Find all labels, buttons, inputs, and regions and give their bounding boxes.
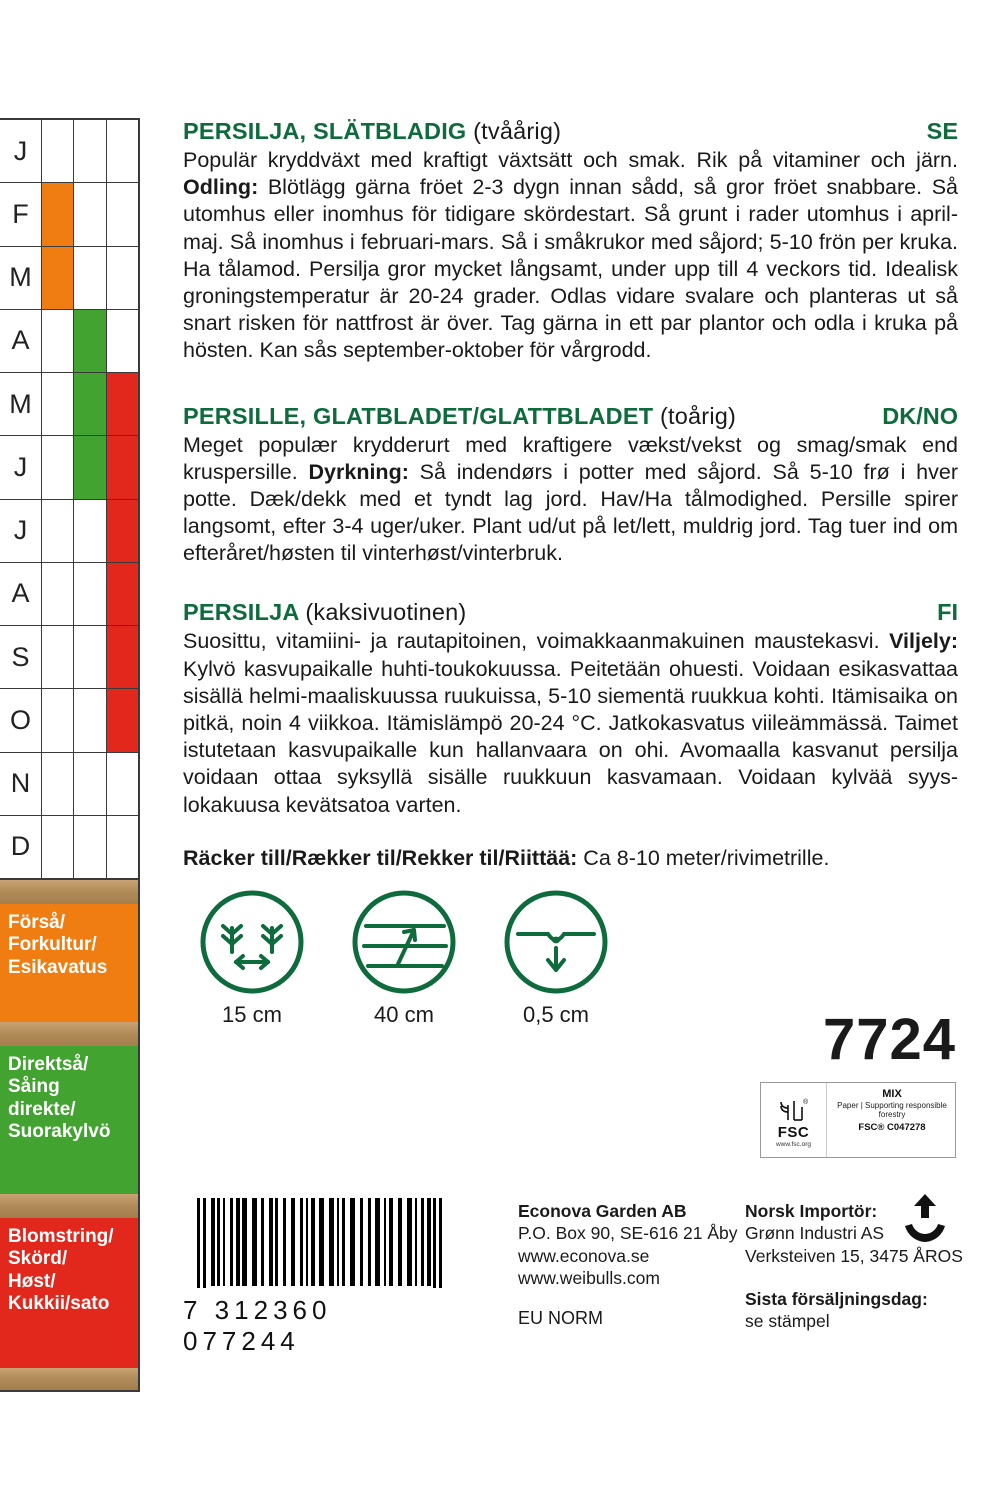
- calendar-cell: [42, 310, 74, 372]
- calendar-cell: [42, 689, 74, 751]
- calendar-month-label: J: [0, 120, 42, 182]
- legend-soil-band: [0, 1368, 140, 1392]
- calendar-row: [0, 183, 138, 246]
- legend-label-line: Suorakylvö: [8, 1121, 111, 1143]
- calendar-cell: [74, 247, 106, 309]
- calendar-legend: [0, 880, 140, 1320]
- company-website-econova[interactable]: www.econova.se: [518, 1245, 650, 1266]
- calendar-cell: [74, 500, 106, 562]
- calendar-row: [0, 626, 138, 689]
- fsc-mix-label: MIX: [882, 1088, 902, 1100]
- legend-label-line: Esikavatus: [8, 956, 108, 978]
- plant-spacing-icon: [200, 890, 304, 994]
- calendar-cell: [42, 626, 74, 688]
- section-dkno-cultivation-text: Så indendørs i potter med såjord. Så 5-10 frø i hver potte. Dæk/dekk med et tyndt lag jord. Hav/Ha tålmodighed. Persille spirer langsomt, efter 3-4 uger/uker. Plant ud/ut på let/lett, muldrig jord. Tag tuer ind om efteråret/høsten til vinterhøst/vinterbruk.: [183, 459, 958, 566]
- calendar-cell: [107, 689, 138, 751]
- last-sale-info: [745, 1288, 975, 1333]
- section-fi-body: [183, 628, 958, 818]
- legend-label-line: Direktså/: [8, 1054, 89, 1075]
- calendar-row: [0, 563, 138, 626]
- barcode-digits: 7 312360 077244: [183, 1295, 332, 1356]
- svg-text:®: ®: [802, 1098, 808, 1106]
- legend-item-harvest: [0, 1218, 140, 1368]
- barcode-bars: [183, 1198, 453, 1288]
- legend-item-presow: [0, 904, 140, 1022]
- article-number: 7724: [822, 1007, 956, 1072]
- legend-label-line: Skörd/: [8, 1248, 68, 1270]
- calendar-month-label: M: [0, 373, 42, 435]
- calendar-cell: [74, 689, 106, 751]
- section-fi-title: [183, 599, 466, 626]
- section-se: [183, 118, 958, 365]
- plant-spacing-item: [193, 890, 311, 1028]
- section-fi-title-text: PERSILJA: [183, 599, 299, 626]
- calendar-cell: [107, 310, 138, 372]
- calendar-cell: [107, 120, 138, 182]
- section-fi-intro: Suosittu, vitamiini- ja rautapitoinen, voimakkaanmakuinen maustekasvi.: [183, 629, 890, 654]
- calendar-cell: [107, 373, 138, 435]
- calendar-row: [0, 689, 138, 752]
- calendar-cell: [42, 563, 74, 625]
- calendar-cell: [74, 626, 106, 688]
- calendar-cell: [42, 436, 74, 498]
- fsc-tree-icon: [774, 1095, 814, 1123]
- importer-address: Verksteiven 15, 3475 ÅROS: [745, 1245, 963, 1266]
- section-dkno: [183, 403, 958, 568]
- section-fi-header: [183, 599, 958, 626]
- calendar-cell: [74, 310, 106, 372]
- section-fi-cultivation-label: Viljely:: [889, 629, 958, 654]
- calendar-grid: [0, 118, 140, 880]
- row-spacing-item: [345, 890, 463, 1028]
- calendar-month-label: F: [0, 183, 42, 245]
- row-spacing-caption: 40 cm: [374, 1002, 434, 1027]
- calendar-month-label: J: [0, 500, 42, 562]
- section-se-body: [183, 147, 958, 365]
- calendar-cell: [107, 500, 138, 562]
- company-address: P.O. Box 90, SE-616 21 Åby: [518, 1223, 738, 1244]
- section-fi-lang: FI: [937, 599, 958, 626]
- sowing-depth-item: [497, 890, 615, 1028]
- calendar-cell: [42, 120, 74, 182]
- coverage-line: [183, 845, 958, 872]
- calendar-row: [0, 500, 138, 563]
- calendar-cell: [74, 183, 106, 245]
- row-spacing-icon: [352, 890, 456, 994]
- legend-label-line: Forkultur/: [8, 934, 97, 956]
- fsc-mark: [761, 1083, 827, 1157]
- fsc-url: www.fsc.org: [775, 1140, 812, 1148]
- calendar-month-label: S: [0, 626, 42, 688]
- company-website-weibulls[interactable]: www.weibulls.com: [518, 1268, 660, 1289]
- section-fi-cultivation-text: Kylvö kasvupaikalle huhti-toukokuussa. Peitetään ohuesti. Voidaan esikasvattaa sisällä helmi-maaliskuussa ruukuissa, 5-10 siementä ruukkua kohti. Itämisaika on pitkä, noin 4 viikkoa. Itämislämpö 20-24 °C. Jatkokasvatus viileämmässä. Taimet istutetaan kasvupaikalle kun hallanvaara on ohi. Avomaalla kasvanut persilja voidaan ottaa syksyllä sisälle ruukkuun kasvamaan. Voidaan kylvää syys-lokakuusa kevätsatoa varten.: [183, 656, 958, 817]
- section-se-lang: SE: [926, 118, 958, 144]
- coverage-value: Ca 8-10 meter/rivimetrille.: [577, 845, 830, 870]
- calendar-month-label: J: [0, 436, 42, 498]
- section-dkno-subtitle: (toårig): [660, 402, 737, 429]
- last-sale-value: se stämpel: [745, 1311, 830, 1332]
- info-panel: [183, 0, 963, 1500]
- calendar-row: [0, 247, 138, 310]
- company-name: Econova Garden AB: [518, 1201, 687, 1221]
- fsc-text: [827, 1083, 955, 1157]
- calendar-row: [0, 310, 138, 373]
- calendar-month-label: A: [0, 563, 42, 625]
- section-se-cultivation-text: Blötlägg gärna fröet 2-3 dygn innan sådd, så gror fröet snabbare. Så utomhus eller inomhus för tidigare skördestart. Så grunt i rader utomhus i april-maj. Så inomhus i februari-mars. Så i småkrukor med såjord; 5-10 frön per kruka. Ha tålamod. Persilja gror mycket långsamt, under upp till 4 veckors tid. Idealisk groningstemperatur är 20-24 grader. Odlas vidare svalare och planteras ut så snart risken för nattfrost är över. Tag gärna in ett par plantor och odla i kruka på hösten. Kan sås september-oktober för vårgrodd.: [183, 175, 958, 363]
- section-dkno-cultivation-label: Dyrkning:: [308, 459, 409, 484]
- company-info: [518, 1200, 738, 1290]
- section-se-cultivation-label: Odling:: [183, 175, 259, 200]
- calendar-cell: [42, 373, 74, 435]
- calendar-cell: [107, 563, 138, 625]
- sowing-depth-icon: [504, 890, 608, 994]
- calendar-cell: [107, 183, 138, 245]
- legend-label-line: Förså/: [8, 912, 66, 933]
- sowing-depth-caption: 0,5 cm: [522, 1002, 590, 1027]
- calendar-month-label: M: [0, 247, 42, 309]
- section-dkno-header: [183, 403, 958, 430]
- legend-item-direct-sow: [0, 1046, 140, 1194]
- calendar-month-label: A: [0, 310, 42, 372]
- importer-name: Grønn Industri AS: [745, 1223, 885, 1244]
- legend-soil-band: [0, 1022, 140, 1046]
- calendar-row: [0, 120, 138, 183]
- calendar-cell: [107, 247, 138, 309]
- calendar-row: [0, 753, 138, 816]
- section-fi: [183, 599, 958, 818]
- coverage-label: Räcker till/Rækker til/Rekker til/Riittää:: [183, 845, 578, 870]
- calendar-cell: [74, 753, 106, 815]
- plant-spacing-caption: 15 cm: [222, 1002, 282, 1027]
- eu-norm-label: EU NORM: [518, 1308, 603, 1328]
- calendar-cell: [74, 436, 106, 498]
- calendar-cell: [74, 563, 106, 625]
- section-dkno-body: [183, 432, 958, 568]
- legend-label-line: Blomstring/: [8, 1226, 114, 1247]
- legend-label-line: Høst/: [8, 1270, 56, 1292]
- legend-label-line: Kukkii/sato: [8, 1293, 110, 1315]
- section-se-subtitle: (tvåårig): [473, 118, 562, 144]
- calendar-cell: [107, 436, 138, 498]
- calendar-cell: [74, 120, 106, 182]
- calendar-cell: [107, 626, 138, 688]
- calendar-cell: [42, 816, 74, 878]
- section-dkno-lang: DK/NO: [882, 402, 958, 429]
- section-fi-subtitle: (kaksivuotinen): [305, 599, 467, 626]
- section-se-title-text: PERSILJA, SLÄTBLADIG: [183, 118, 467, 144]
- last-sale-heading: Sista försäljningsdag:: [745, 1289, 928, 1309]
- section-se-header: [183, 118, 958, 145]
- calendar-cell: [74, 816, 106, 878]
- legend-label-line: direkte/: [8, 1098, 76, 1120]
- calendar-cell: [74, 373, 106, 435]
- calendar-row: [0, 816, 138, 878]
- importer-heading: Norsk Importör:: [745, 1201, 878, 1221]
- calendar-row: [0, 373, 138, 436]
- barcode: [183, 1198, 453, 1357]
- section-se-intro: Populär kryddväxt med kraftigt växtsätt och smak. Rik på vitaminer och järn.: [183, 148, 958, 172]
- growing-icons: [193, 890, 615, 1028]
- calendar-cell: [107, 816, 138, 878]
- calendar-row: [0, 436, 138, 499]
- legend-label-line: Såing: [8, 1076, 60, 1098]
- calendar-month-label: N: [0, 753, 42, 815]
- fsc-description: Paper | Supporting responsible forestry: [837, 1101, 947, 1120]
- legend-soil-band: [0, 880, 140, 904]
- calendar-cell: [42, 183, 74, 245]
- calendar-cell: [42, 500, 74, 562]
- section-dkno-title-text: PERSILLE, GLATBLADET/GLATTBLADET: [183, 402, 654, 429]
- fsc-logo: [760, 1082, 956, 1158]
- calendar-month-label: O: [0, 689, 42, 751]
- fsc-label: FSC: [777, 1123, 810, 1141]
- legend-soil-band: [0, 1194, 140, 1218]
- calendar-month-label: D: [0, 816, 42, 878]
- footer: [183, 1188, 963, 1368]
- recycle-icon: [895, 1188, 955, 1248]
- section-se-title: [183, 118, 561, 145]
- calendar-cell: [107, 753, 138, 815]
- fsc-code: FSC® C047278: [858, 1122, 926, 1134]
- calendar-cell: [42, 753, 74, 815]
- section-dkno-title: [183, 403, 736, 430]
- section-dkno-intro: Meget populær krydderurt med kraftigere vækst/vekst og smag/smak end kruspersille.: [183, 432, 958, 484]
- calendar-cell: [42, 247, 74, 309]
- sowing-calendar: [0, 118, 140, 1320]
